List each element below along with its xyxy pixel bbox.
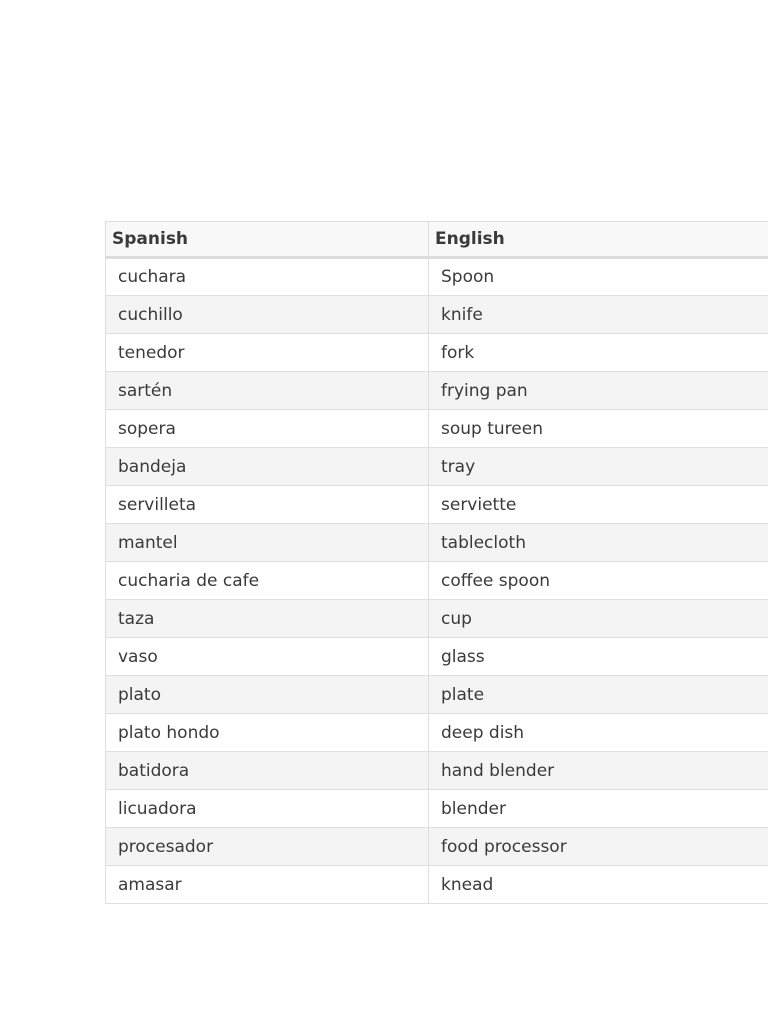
vocabulary-table [105, 221, 768, 904]
header-spanish: Spanish [106, 222, 429, 258]
header-english: English [429, 222, 768, 258]
spanish-word-cell: sartén [106, 372, 429, 410]
english-word-cell: tablecloth [429, 524, 768, 562]
table-row [106, 676, 768, 714]
table-row [106, 372, 768, 410]
spanish-word-cell: cuchillo [106, 296, 429, 334]
table-row [106, 600, 768, 638]
table-row [106, 448, 768, 486]
spanish-word-cell: batidora [106, 752, 429, 790]
spanish-word-cell: licuadora [106, 790, 429, 828]
english-word-cell: food processor [429, 828, 768, 866]
table-row [106, 866, 768, 904]
english-word-cell: deep dish [429, 714, 768, 752]
english-word-cell: serviette [429, 486, 768, 524]
spanish-word-cell: plato [106, 676, 429, 714]
spanish-word-cell: bandeja [106, 448, 429, 486]
header-row [106, 222, 768, 258]
spanish-word-cell: plato hondo [106, 714, 429, 752]
table-row [106, 258, 768, 296]
table-header [106, 222, 768, 258]
spanish-word-cell: vaso [106, 638, 429, 676]
english-word-cell: glass [429, 638, 768, 676]
spanish-word-cell: servilleta [106, 486, 429, 524]
table-row [106, 828, 768, 866]
spanish-word-cell: sopera [106, 410, 429, 448]
spanish-word-cell: procesador [106, 828, 429, 866]
english-word-cell: knife [429, 296, 768, 334]
english-word-cell: soup tureen [429, 410, 768, 448]
table-row [106, 410, 768, 448]
spanish-word-cell: tenedor [106, 334, 429, 372]
spanish-word-cell: taza [106, 600, 429, 638]
table-row [106, 752, 768, 790]
english-word-cell: plate [429, 676, 768, 714]
spanish-word-cell: amasar [106, 866, 429, 904]
table-row [106, 524, 768, 562]
english-word-cell: cup [429, 600, 768, 638]
english-word-cell: blender [429, 790, 768, 828]
english-word-cell: frying pan [429, 372, 768, 410]
english-word-cell: knead [429, 866, 768, 904]
table-row [106, 714, 768, 752]
english-word-cell: hand blender [429, 752, 768, 790]
english-word-cell: fork [429, 334, 768, 372]
table-body [106, 258, 768, 904]
table-row [106, 638, 768, 676]
table-row [106, 486, 768, 524]
table-row [106, 296, 768, 334]
spanish-word-cell: cucharia de cafe [106, 562, 429, 600]
table-row [106, 790, 768, 828]
english-word-cell: Spoon [429, 258, 768, 296]
spanish-word-cell: mantel [106, 524, 429, 562]
english-word-cell: coffee spoon [429, 562, 768, 600]
table-row [106, 562, 768, 600]
spanish-word-cell: cuchara [106, 258, 429, 296]
table-row [106, 334, 768, 372]
english-word-cell: tray [429, 448, 768, 486]
